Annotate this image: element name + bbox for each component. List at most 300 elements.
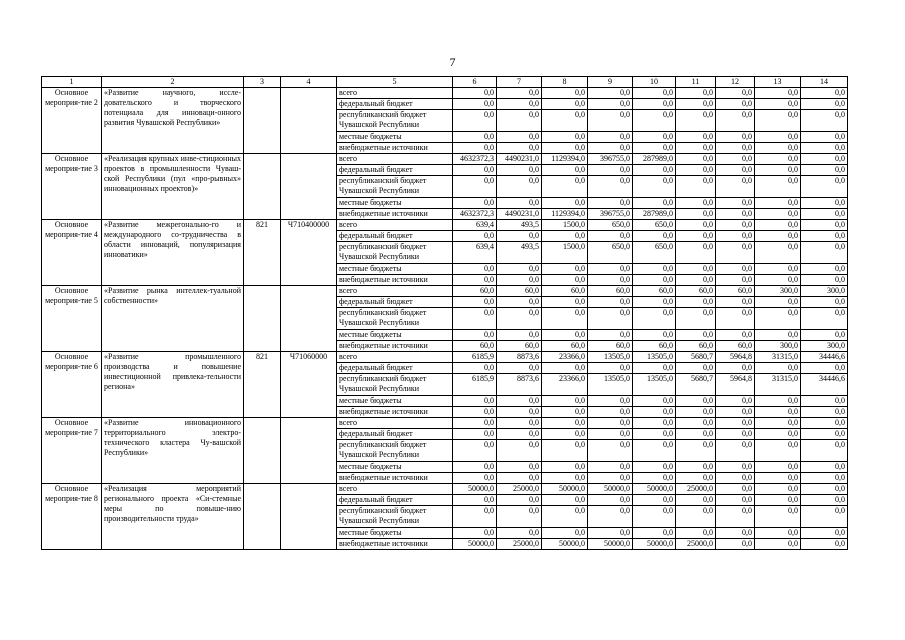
value-cell: 0,0 <box>497 88 542 99</box>
measure-number: Основное мероприя-тие 7 <box>42 418 102 484</box>
measure-title: «Реализация крупных инве-стиционных проектов в промышленности Чуваш-ской Республики (пул «про-рывных» инновационных проектов)» <box>102 154 244 220</box>
value-cell: 0,0 <box>633 297 676 308</box>
value-cell: 650,0 <box>588 242 633 264</box>
budget-code: Ч71060000 <box>281 352 337 418</box>
value-cell: 0,0 <box>716 297 755 308</box>
funding-source: всего <box>337 220 453 231</box>
funding-source: федеральный бюджет <box>337 165 453 176</box>
value-cell: 396755,0 <box>588 154 633 165</box>
funding-source: всего <box>337 352 453 363</box>
responsible-code <box>244 484 281 550</box>
value-cell: 0,0 <box>633 99 676 110</box>
value-cell: 25000,0 <box>676 539 716 550</box>
value-cell: 60,0 <box>716 286 755 297</box>
col-num-8: 8 <box>542 77 588 88</box>
value-cell: 287989,0 <box>633 209 676 220</box>
measure-title: «Развитие промышленного производства и повышение инвестиционной привлека-тельности региона» <box>102 352 244 418</box>
value-cell: 0,0 <box>453 275 497 286</box>
value-cell: 0,0 <box>497 165 542 176</box>
value-cell: 0,0 <box>676 297 716 308</box>
table-row <box>42 154 848 165</box>
value-cell: 0,0 <box>497 440 542 462</box>
value-cell: 23366,0 <box>542 374 588 396</box>
value-cell: 0,0 <box>542 363 588 374</box>
value-cell: 0,0 <box>755 132 801 143</box>
value-cell: 0,0 <box>588 407 633 418</box>
value-cell: 0,0 <box>676 132 716 143</box>
value-cell: 60,0 <box>542 341 588 352</box>
value-cell: 34446,6 <box>801 374 848 396</box>
value-cell: 0,0 <box>497 275 542 286</box>
value-cell: 0,0 <box>755 231 801 242</box>
value-cell: 0,0 <box>716 176 755 198</box>
table-row <box>42 484 848 495</box>
value-cell: 0,0 <box>453 407 497 418</box>
measure-number: Основное мероприя-тие 3 <box>42 154 102 220</box>
value-cell: 0,0 <box>676 506 716 528</box>
value-cell: 0,0 <box>588 165 633 176</box>
value-cell: 0,0 <box>497 231 542 242</box>
value-cell: 0,0 <box>801 363 848 374</box>
value-cell: 396755,0 <box>588 209 633 220</box>
value-cell: 0,0 <box>755 297 801 308</box>
measure-title: «Развитие инновационного территориального электро-технического кластера Чу-вашской Республики» <box>102 418 244 484</box>
value-cell: 0,0 <box>801 242 848 264</box>
value-cell: 0,0 <box>497 462 542 473</box>
value-cell: 0,0 <box>801 506 848 528</box>
value-cell: 0,0 <box>716 143 755 154</box>
value-cell: 0,0 <box>716 396 755 407</box>
value-cell: 0,0 <box>716 231 755 242</box>
value-cell: 4490231,0 <box>497 209 542 220</box>
measure-title: «Развитие научного, иссле-довательского и творческого потенциала для инноваци-онного развития Чувашской Республики» <box>102 88 244 154</box>
value-cell: 650,0 <box>633 220 676 231</box>
value-cell: 0,0 <box>716 154 755 165</box>
table-row <box>42 286 848 297</box>
value-cell: 8873,6 <box>497 374 542 396</box>
value-cell: 0,0 <box>497 396 542 407</box>
value-cell: 0,0 <box>542 297 588 308</box>
value-cell: 0,0 <box>542 407 588 418</box>
value-cell: 0,0 <box>676 88 716 99</box>
funding-source: внебюджетные источники <box>337 539 453 550</box>
value-cell: 0,0 <box>633 473 676 484</box>
value-cell: 25000,0 <box>497 484 542 495</box>
measure-number: Основное мероприя-тие 6 <box>42 352 102 418</box>
funding-source: федеральный бюджет <box>337 231 453 242</box>
value-cell: 0,0 <box>588 275 633 286</box>
value-cell: 0,0 <box>755 275 801 286</box>
value-cell: 0,0 <box>716 99 755 110</box>
value-cell: 13505,0 <box>588 352 633 363</box>
value-cell: 0,0 <box>755 539 801 550</box>
value-cell: 0,0 <box>633 198 676 209</box>
value-cell: 0,0 <box>542 176 588 198</box>
value-cell: 0,0 <box>676 407 716 418</box>
value-cell: 0,0 <box>633 308 676 330</box>
value-cell: 60,0 <box>633 341 676 352</box>
value-cell: 300,0 <box>755 286 801 297</box>
value-cell: 0,0 <box>801 495 848 506</box>
col-num-10: 10 <box>633 77 676 88</box>
value-cell: 1129394,0 <box>542 209 588 220</box>
value-cell: 0,0 <box>453 528 497 539</box>
value-cell: 0,0 <box>542 198 588 209</box>
value-cell: 0,0 <box>588 462 633 473</box>
value-cell: 0,0 <box>453 88 497 99</box>
value-cell: 0,0 <box>453 462 497 473</box>
value-cell: 650,0 <box>633 242 676 264</box>
value-cell: 0,0 <box>676 176 716 198</box>
measure-number: Основное мероприя-тие 5 <box>42 286 102 352</box>
col-num-5: 5 <box>337 77 453 88</box>
value-cell: 50000,0 <box>542 539 588 550</box>
value-cell: 0,0 <box>716 132 755 143</box>
value-cell: 0,0 <box>716 462 755 473</box>
value-cell: 0,0 <box>801 220 848 231</box>
value-cell: 0,0 <box>588 308 633 330</box>
value-cell: 0,0 <box>676 143 716 154</box>
funding-source: внебюджетные источники <box>337 143 453 154</box>
col-num-2: 2 <box>102 77 244 88</box>
responsible-code: 821 <box>244 220 281 286</box>
value-cell: 0,0 <box>588 132 633 143</box>
value-cell: 0,0 <box>633 506 676 528</box>
col-num-6: 6 <box>453 77 497 88</box>
table-row <box>42 220 848 231</box>
funding-source: местные бюджеты <box>337 462 453 473</box>
value-cell: 13505,0 <box>588 374 633 396</box>
funding-source: республиканский бюджет Чувашской Республики <box>337 506 453 528</box>
value-cell: 0,0 <box>676 462 716 473</box>
value-cell: 0,0 <box>716 275 755 286</box>
value-cell: 0,0 <box>676 110 716 132</box>
value-cell: 0,0 <box>542 440 588 462</box>
value-cell: 0,0 <box>716 407 755 418</box>
value-cell: 0,0 <box>801 132 848 143</box>
value-cell: 0,0 <box>542 396 588 407</box>
value-cell: 0,0 <box>801 143 848 154</box>
value-cell: 60,0 <box>676 341 716 352</box>
value-cell: 50000,0 <box>453 484 497 495</box>
value-cell: 0,0 <box>453 308 497 330</box>
value-cell: 0,0 <box>588 297 633 308</box>
value-cell: 0,0 <box>497 99 542 110</box>
value-cell: 0,0 <box>676 473 716 484</box>
value-cell: 0,0 <box>588 495 633 506</box>
value-cell: 1129394,0 <box>542 154 588 165</box>
value-cell: 0,0 <box>633 462 676 473</box>
funding-source: местные бюджеты <box>337 528 453 539</box>
value-cell: 50000,0 <box>453 539 497 550</box>
value-cell: 60,0 <box>542 286 588 297</box>
value-cell: 0,0 <box>676 363 716 374</box>
value-cell: 0,0 <box>542 99 588 110</box>
measure-title: «Реализация мероприятий регионального проекта «Си-стемные меры по повыше-нию производительности труда» <box>102 484 244 550</box>
value-cell: 0,0 <box>633 275 676 286</box>
value-cell: 0,0 <box>801 484 848 495</box>
value-cell: 0,0 <box>755 209 801 220</box>
value-cell: 0,0 <box>676 275 716 286</box>
funding-source: всего <box>337 484 453 495</box>
value-cell: 0,0 <box>801 539 848 550</box>
value-cell: 0,0 <box>542 110 588 132</box>
funding-source: внебюджетные источники <box>337 209 453 220</box>
value-cell: 1500,0 <box>542 242 588 264</box>
value-cell: 0,0 <box>716 528 755 539</box>
value-cell: 60,0 <box>588 286 633 297</box>
value-cell: 0,0 <box>676 308 716 330</box>
value-cell: 0,0 <box>801 275 848 286</box>
value-cell: 0,0 <box>633 363 676 374</box>
value-cell: 5964,8 <box>716 374 755 396</box>
value-cell: 0,0 <box>542 462 588 473</box>
col-num-13: 13 <box>755 77 801 88</box>
budget-code <box>281 418 337 484</box>
value-cell: 0,0 <box>676 330 716 341</box>
value-cell: 0,0 <box>497 473 542 484</box>
value-cell: 0,0 <box>755 396 801 407</box>
value-cell: 60,0 <box>716 341 755 352</box>
value-cell: 0,0 <box>588 88 633 99</box>
responsible-code <box>244 88 281 154</box>
col-num-12: 12 <box>716 77 755 88</box>
value-cell: 0,0 <box>801 330 848 341</box>
value-cell: 50000,0 <box>633 484 676 495</box>
value-cell: 50000,0 <box>588 539 633 550</box>
value-cell: 0,0 <box>453 198 497 209</box>
funding-source: республиканский бюджет Чувашской Республики <box>337 374 453 396</box>
value-cell: 0,0 <box>542 275 588 286</box>
value-cell: 50000,0 <box>542 484 588 495</box>
value-cell: 31315,0 <box>755 374 801 396</box>
value-cell: 0,0 <box>588 473 633 484</box>
value-cell: 0,0 <box>755 473 801 484</box>
value-cell: 0,0 <box>497 110 542 132</box>
value-cell: 0,0 <box>801 110 848 132</box>
value-cell: 4490231,0 <box>497 154 542 165</box>
value-cell: 0,0 <box>755 165 801 176</box>
value-cell: 0,0 <box>755 440 801 462</box>
value-cell: 0,0 <box>453 473 497 484</box>
funding-source: федеральный бюджет <box>337 363 453 374</box>
table-row <box>42 418 848 429</box>
value-cell: 0,0 <box>497 429 542 440</box>
value-cell: 0,0 <box>453 297 497 308</box>
value-cell: 0,0 <box>542 473 588 484</box>
value-cell: 0,0 <box>588 264 633 275</box>
value-cell: 0,0 <box>755 429 801 440</box>
funding-source: внебюджетные источники <box>337 341 453 352</box>
value-cell: 0,0 <box>453 418 497 429</box>
col-num-9: 9 <box>588 77 633 88</box>
value-cell: 0,0 <box>801 264 848 275</box>
value-cell: 0,0 <box>755 110 801 132</box>
value-cell: 0,0 <box>588 440 633 462</box>
value-cell: 60,0 <box>497 341 542 352</box>
value-cell: 0,0 <box>588 396 633 407</box>
value-cell: 0,0 <box>453 165 497 176</box>
value-cell: 0,0 <box>755 99 801 110</box>
value-cell: 0,0 <box>453 495 497 506</box>
value-cell: 0,0 <box>453 440 497 462</box>
value-cell: 0,0 <box>633 528 676 539</box>
measure-title: «Развитие рынка интеллек-туальной собственности» <box>102 286 244 352</box>
funding-source: республиканский бюджет Чувашской Республики <box>337 110 453 132</box>
value-cell: 0,0 <box>453 132 497 143</box>
value-cell: 0,0 <box>801 231 848 242</box>
value-cell: 0,0 <box>801 462 848 473</box>
value-cell: 0,0 <box>801 418 848 429</box>
funding-source: республиканский бюджет Чувашской Республики <box>337 176 453 198</box>
budget-code <box>281 286 337 352</box>
budget-code: Ч710400000 <box>281 220 337 286</box>
value-cell: 0,0 <box>676 242 716 264</box>
value-cell: 0,0 <box>676 198 716 209</box>
value-cell: 639,4 <box>453 242 497 264</box>
value-cell: 0,0 <box>497 363 542 374</box>
value-cell: 0,0 <box>676 154 716 165</box>
value-cell: 493,5 <box>497 242 542 264</box>
value-cell: 0,0 <box>801 308 848 330</box>
value-cell: 5680,7 <box>676 374 716 396</box>
value-cell: 0,0 <box>716 495 755 506</box>
value-cell: 0,0 <box>676 220 716 231</box>
value-cell: 0,0 <box>588 176 633 198</box>
value-cell: 13505,0 <box>633 374 676 396</box>
value-cell: 8873,6 <box>497 352 542 363</box>
value-cell: 0,0 <box>755 462 801 473</box>
value-cell: 0,0 <box>497 528 542 539</box>
funding-source: внебюджетные источники <box>337 275 453 286</box>
funding-source: федеральный бюджет <box>337 495 453 506</box>
col-num-4: 4 <box>281 77 337 88</box>
value-cell: 0,0 <box>676 99 716 110</box>
value-cell: 0,0 <box>716 220 755 231</box>
funding-source: местные бюджеты <box>337 198 453 209</box>
table-body <box>42 77 848 550</box>
value-cell: 0,0 <box>588 363 633 374</box>
value-cell: 0,0 <box>755 506 801 528</box>
value-cell: 287989,0 <box>633 154 676 165</box>
value-cell: 0,0 <box>542 231 588 242</box>
value-cell: 0,0 <box>633 418 676 429</box>
value-cell: 5964,8 <box>716 352 755 363</box>
value-cell: 0,0 <box>755 220 801 231</box>
responsible-code <box>244 154 281 220</box>
budget-code <box>281 154 337 220</box>
value-cell: 0,0 <box>801 407 848 418</box>
value-cell: 0,0 <box>801 528 848 539</box>
value-cell: 0,0 <box>542 330 588 341</box>
value-cell: 0,0 <box>755 143 801 154</box>
value-cell: 0,0 <box>716 330 755 341</box>
value-cell: 0,0 <box>633 88 676 99</box>
value-cell: 0,0 <box>453 110 497 132</box>
value-cell: 50000,0 <box>588 484 633 495</box>
budget-code <box>281 484 337 550</box>
value-cell: 0,0 <box>497 506 542 528</box>
value-cell: 0,0 <box>755 242 801 264</box>
value-cell: 6185,9 <box>453 374 497 396</box>
value-cell: 31315,0 <box>755 352 801 363</box>
funding-source: внебюджетные источники <box>337 473 453 484</box>
value-cell: 4632372,3 <box>453 154 497 165</box>
funding-source: республиканский бюджет Чувашской Республики <box>337 440 453 462</box>
value-cell: 0,0 <box>755 484 801 495</box>
funding-source: местные бюджеты <box>337 396 453 407</box>
value-cell: 0,0 <box>716 308 755 330</box>
value-cell: 0,0 <box>453 176 497 198</box>
value-cell: 0,0 <box>801 396 848 407</box>
value-cell: 0,0 <box>497 418 542 429</box>
col-num-14: 14 <box>801 77 848 88</box>
value-cell: 0,0 <box>801 88 848 99</box>
value-cell: 0,0 <box>497 407 542 418</box>
value-cell: 0,0 <box>633 132 676 143</box>
col-num-11: 11 <box>676 77 716 88</box>
value-cell: 0,0 <box>676 165 716 176</box>
value-cell: 0,0 <box>716 539 755 550</box>
value-cell: 0,0 <box>676 495 716 506</box>
value-cell: 0,0 <box>801 176 848 198</box>
value-cell: 4632372,3 <box>453 209 497 220</box>
value-cell: 0,0 <box>453 99 497 110</box>
col-num-7: 7 <box>497 77 542 88</box>
value-cell: 60,0 <box>453 341 497 352</box>
value-cell: 0,0 <box>542 495 588 506</box>
value-cell: 0,0 <box>542 418 588 429</box>
value-cell: 0,0 <box>716 506 755 528</box>
value-cell: 0,0 <box>497 297 542 308</box>
value-cell: 0,0 <box>633 440 676 462</box>
value-cell: 0,0 <box>676 264 716 275</box>
value-cell: 5680,7 <box>676 352 716 363</box>
value-cell: 0,0 <box>716 473 755 484</box>
measure-number: Основное мероприя-тие 4 <box>42 220 102 286</box>
value-cell: 0,0 <box>716 198 755 209</box>
value-cell: 0,0 <box>633 396 676 407</box>
value-cell: 23366,0 <box>542 352 588 363</box>
value-cell: 0,0 <box>801 198 848 209</box>
table-row <box>42 88 848 99</box>
budget-code <box>281 88 337 154</box>
value-cell: 0,0 <box>588 110 633 132</box>
funding-source: республиканский бюджет Чувашской Республики <box>337 242 453 264</box>
value-cell: 60,0 <box>676 286 716 297</box>
value-cell: 0,0 <box>633 143 676 154</box>
funding-source: федеральный бюджет <box>337 429 453 440</box>
col-num-1: 1 <box>42 77 102 88</box>
value-cell: 0,0 <box>497 198 542 209</box>
value-cell: 0,0 <box>716 363 755 374</box>
value-cell: 6185,9 <box>453 352 497 363</box>
value-cell: 1500,0 <box>542 220 588 231</box>
value-cell: 0,0 <box>588 198 633 209</box>
value-cell: 0,0 <box>633 165 676 176</box>
funding-source: местные бюджеты <box>337 264 453 275</box>
value-cell: 0,0 <box>801 429 848 440</box>
value-cell: 60,0 <box>633 286 676 297</box>
value-cell: 0,0 <box>716 165 755 176</box>
value-cell: 0,0 <box>716 484 755 495</box>
value-cell: 650,0 <box>588 220 633 231</box>
value-cell: 60,0 <box>453 286 497 297</box>
value-cell: 0,0 <box>633 110 676 132</box>
value-cell: 0,0 <box>453 429 497 440</box>
value-cell: 0,0 <box>716 264 755 275</box>
value-cell: 639,4 <box>453 220 497 231</box>
